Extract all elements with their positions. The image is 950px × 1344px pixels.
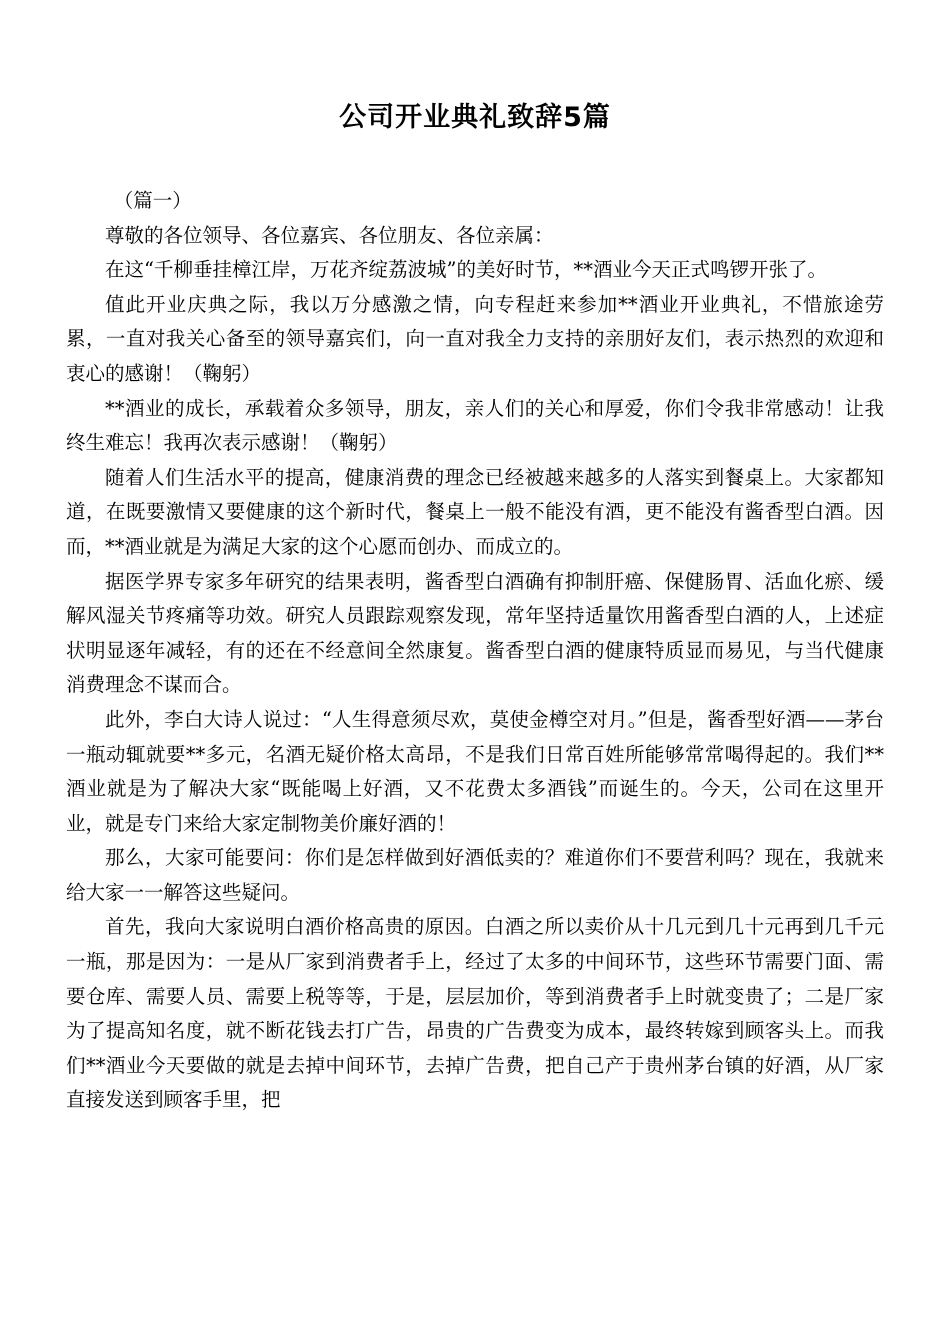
paragraph: 此外，李白大诗人说过：“人生得意须尽欢，莫使金樽空对月。”但是，酱香型好酒——茅台一瓶动辄就要**多元，名酒无疑价格太高昂，不是我们日常百姓所能够常常喝得起的。我们**酒业就是为了解决大家“既能喝上好酒，又不花费太多酒钱”而诞生的。今天，公司在这里开业，就是专门来给大家定制物美价廉好酒的！ [66,707,884,835]
section-label: （篇一） [113,189,192,212]
document-title: 公司开业典礼致辞5篇 [339,102,611,133]
salutation: 尊敬的各位领导、各位嘉宾、各位朋友、各位亲属： [105,223,554,247]
paragraph: **酒业的成长，承载着众多领导，朋友，亲人们的关心和厚爱，你们令我非常感动！让我终生难忘！我再次表示感谢！（鞠躬） [66,396,884,455]
paragraph: 在这“千柳垂挂樟江岸，万花齐绽荔波城”的美好时节，**酒业今天正式鸣锣开张了。 [105,258,827,282]
paragraph: 值此开业庆典之际，我以万分感激之情，向专程赶来参加**酒业开业典礼，不惜旅途劳累，一直对我关心备至的领导嘉宾们，向一直对我全力支持的亲朋好友们，表示热烈的欢迎和衷心的感谢！（鞠躬） [66,292,884,385]
document-body [66,184,884,1118]
paragraph: 随着人们生活水平的提高，健康消费的理念已经被越来越多的人落实到餐桌上。大家都知道，在既要激情又要健康的这个新时代，餐桌上一般不能没有酒，更不能没有酱香型白酒。因而，**酒业就是为满足大家的这个心愿而创办、而成立的。 [66,465,884,558]
paragraph: 那么，大家可能要问：你们是怎样做到好酒低卖的？难道你们不要营利吗？现在，我就来给大家一一解答这些疑问。 [66,846,884,904]
paragraph: 据医学界专家多年研究的结果表明，酱香型白酒确有抑制肝癌、保健肠胃、活血化瘀、缓解风湿关节疼痛等功效。研究人员跟踪观察发现，常年坚持适量饮用酱香型白酒的人，上述症状明显逐年减轻，有的还在不经意间全然康复。酱香型白酒的健康特质显而易见，与当代健康消费理念不谋而合。 [66,569,884,697]
paragraph: 首先，我向大家说明白酒价格高贵的原因。白酒之所以卖价从十几元到几十元再到几千元一瓶，那是因为：一是从厂家到消费者手上，经过了太多的中间环节，这些环节需要门面、需要仓库、需要人员、需要上税等等，于是，层层加价，等到消费者手上时就变贵了；二是厂家为了提高知名度，就不断花钱去打广告，昂贵的广告费变为成本，最终转嫁到顾客头上。而我们**酒业今天要做的就是去掉中间环节，去掉广告费，把自己产于贵州茅台镇的好酒，从厂家直接发送到顾客手里，把 [66,915,884,1112]
